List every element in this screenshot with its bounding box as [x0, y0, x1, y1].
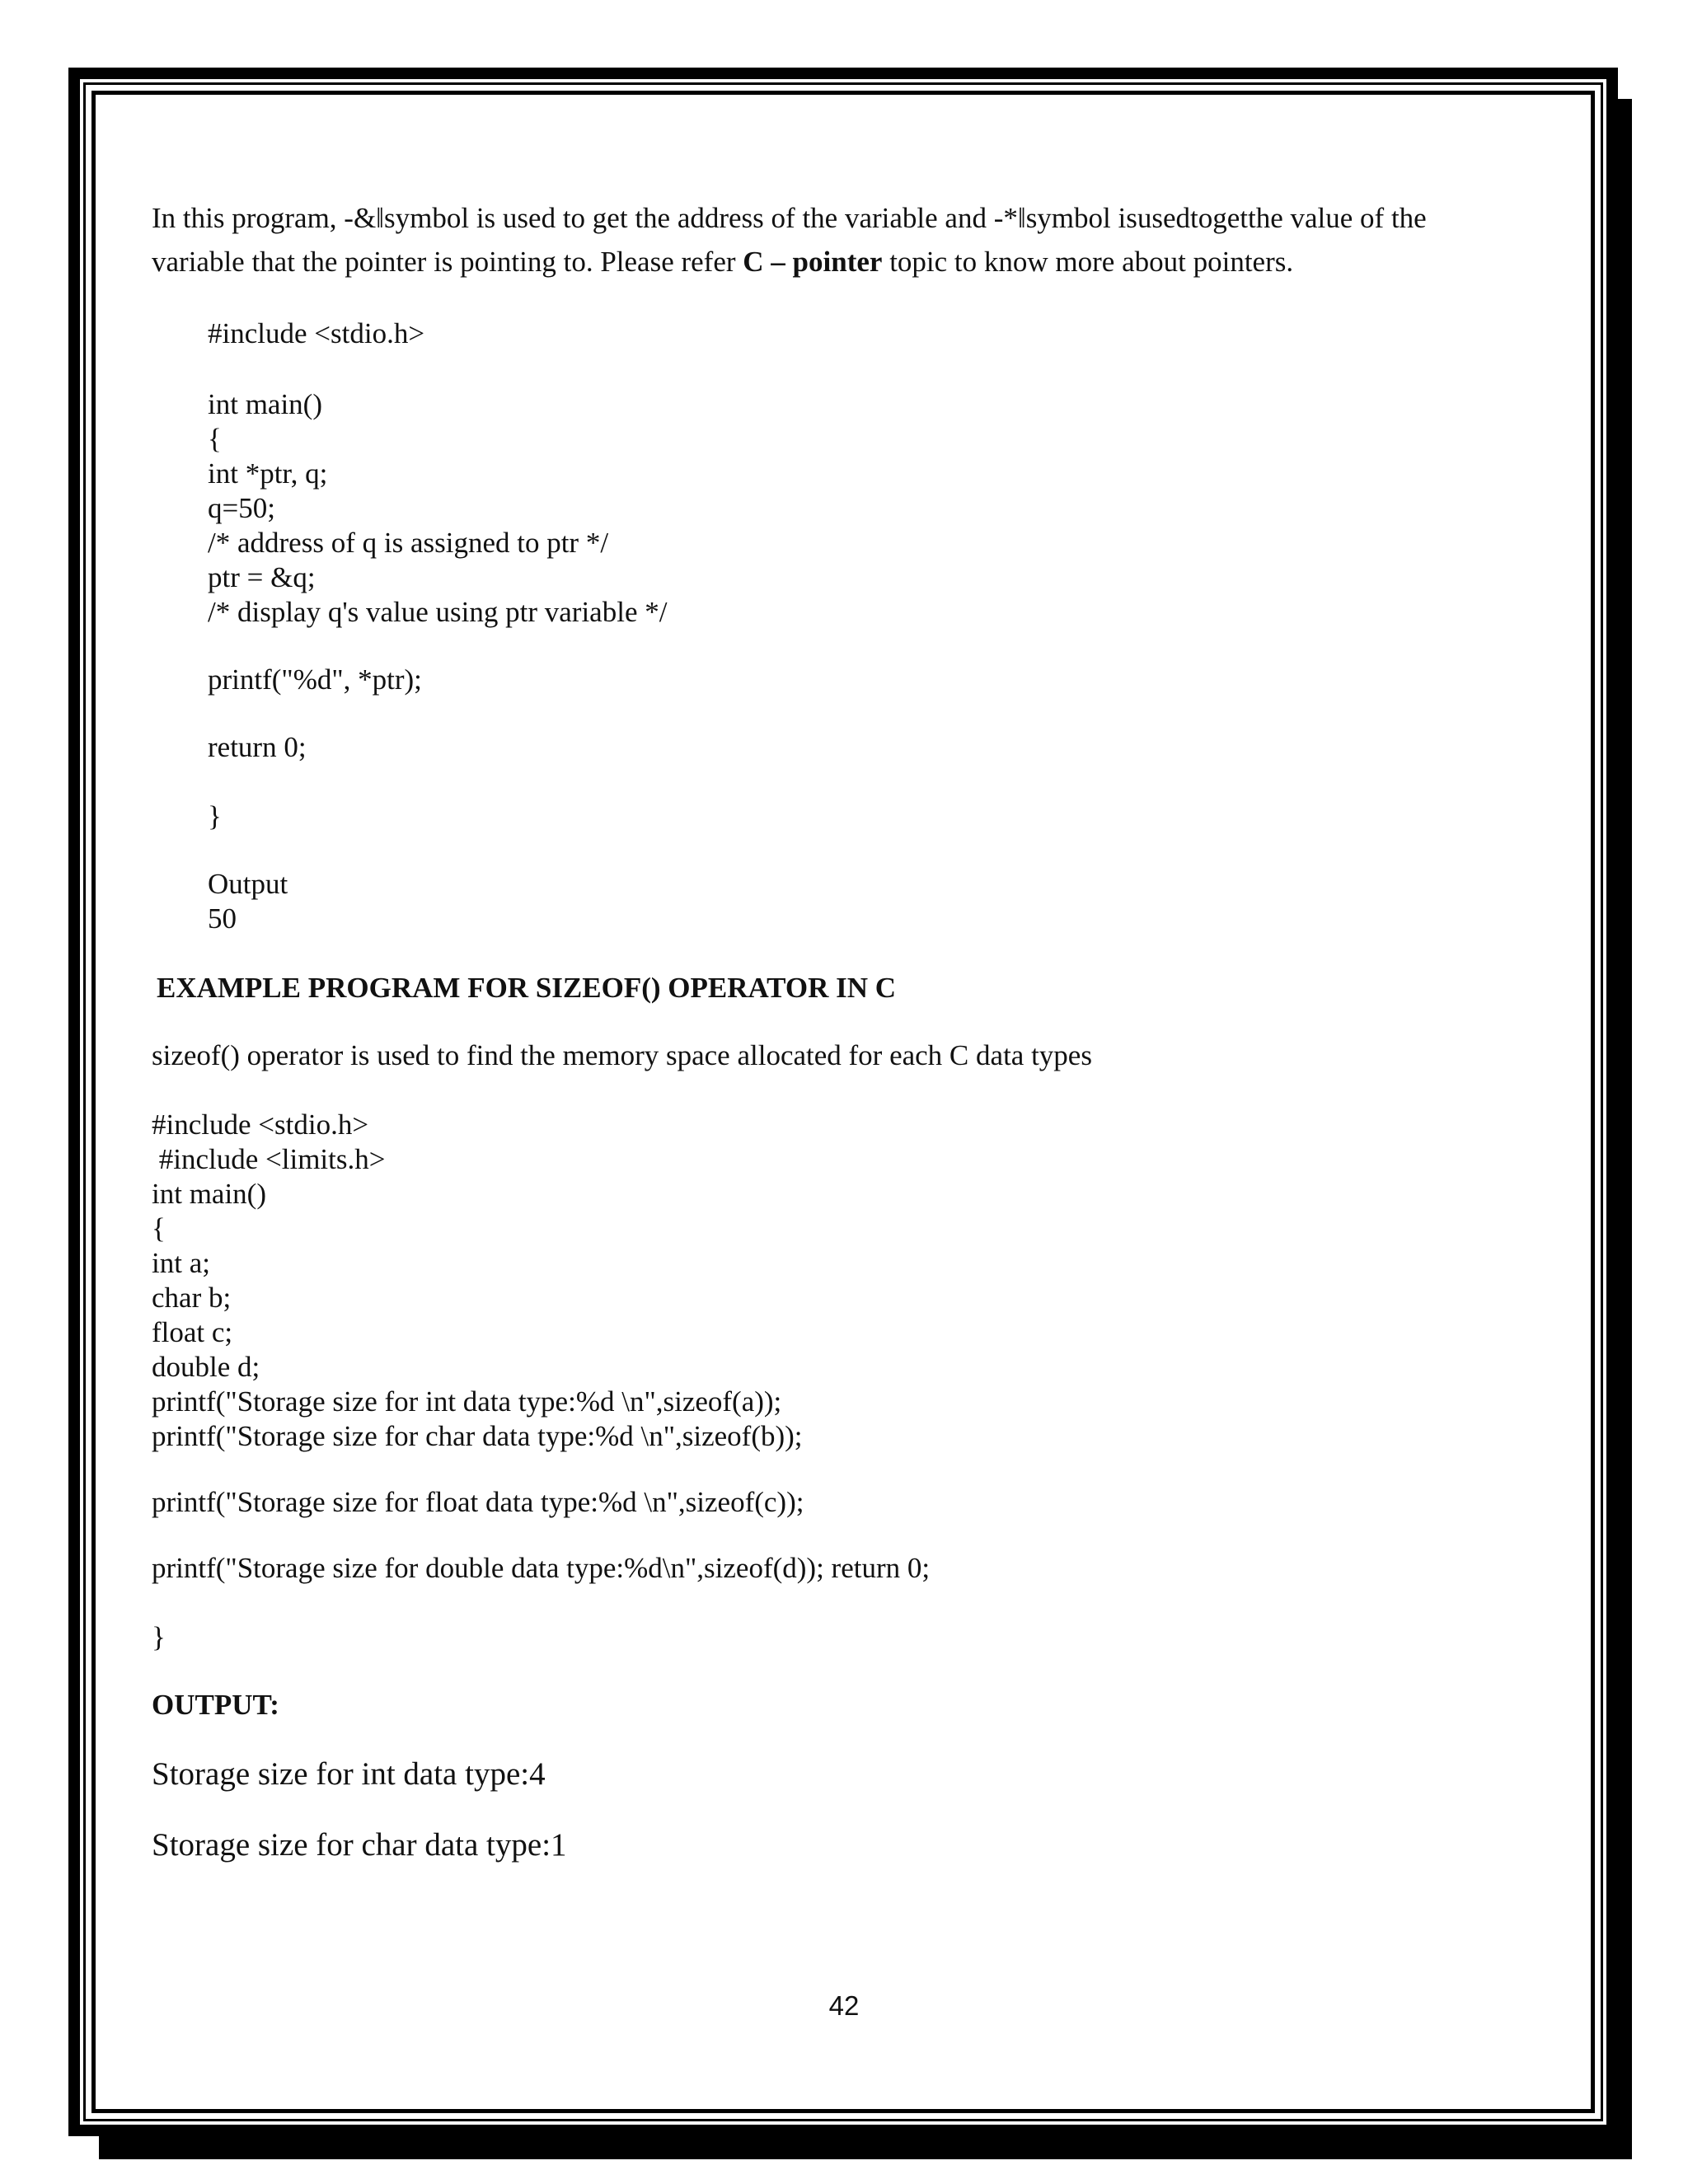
intro-paragraph [152, 196, 1512, 284]
output-line: Storage size for int data type:4 [152, 1756, 546, 1792]
code-line: ptr = &q; [208, 561, 316, 593]
page-number: 42 [828, 1990, 860, 2021]
code-line: #include <limits.h> [152, 1143, 386, 1175]
code-line: } [208, 800, 222, 832]
code-line: #include <stdio.h> [152, 1108, 369, 1141]
intro-text-1: In this program, [152, 202, 345, 234]
intro-text-3: symbol isusedtogetthe value of the variable that the pointer is pointing to. Please refer [152, 202, 1427, 278]
output-line: Storage size for char data type:1 [152, 1827, 567, 1863]
code-line: float c; [152, 1316, 233, 1348]
intro-text-2: symbol is used to get the address of the variable and [384, 202, 994, 234]
code-line: return 0; [208, 731, 307, 763]
output-label: Output [208, 868, 288, 900]
code-line: #include <stdio.h> [208, 317, 425, 349]
code-line: printf("Storage size for double data type:%d\n",sizeof(d)); return 0; [152, 1552, 931, 1584]
section-heading: EXAMPLE PROGRAM FOR SIZEOF() OPERATOR IN C [157, 972, 897, 1004]
code-line: printf("%d", *ptr); [208, 663, 422, 696]
code-line: int a; [152, 1247, 210, 1279]
code-line: printf("Storage size for int data type:%d \n",sizeof(a)); [152, 1385, 782, 1418]
code-line: int main() [208, 388, 322, 420]
code-line: { [152, 1212, 166, 1244]
code-comment: /* address of q is assigned to ptr */ [208, 527, 609, 559]
code-line: { [208, 423, 222, 455]
code-line: q=50; [208, 492, 275, 524]
intro-symbol-asterisk: ‑*‖ [993, 202, 1026, 234]
code-line: char b; [152, 1282, 232, 1314]
page-border [68, 68, 1618, 2136]
code-line: printf("Storage size for char data type:%d \n",sizeof(b)); [152, 1420, 803, 1452]
output-heading: OUTPUT: [152, 1689, 279, 1721]
code-line: double d; [152, 1351, 260, 1383]
code-comment: /* display q's value using ptr variable */ [208, 596, 668, 628]
intro-text-4: topic to know more about pointers. [882, 246, 1294, 278]
code-line: printf("Storage size for float data type:%d \n",sizeof(c)); [152, 1486, 804, 1518]
intro-bold-reference: C – pointer [743, 246, 883, 278]
output-value: 50 [208, 902, 237, 935]
code-line: int main() [152, 1178, 266, 1210]
intro-symbol-ampersand: ‑&‖ [344, 202, 385, 234]
code-line: int *ptr, q; [208, 457, 328, 490]
section-description: sizeof() operator is used to find the memory space allocated for each C data types [152, 1039, 1092, 1071]
code-line: } [152, 1621, 166, 1653]
